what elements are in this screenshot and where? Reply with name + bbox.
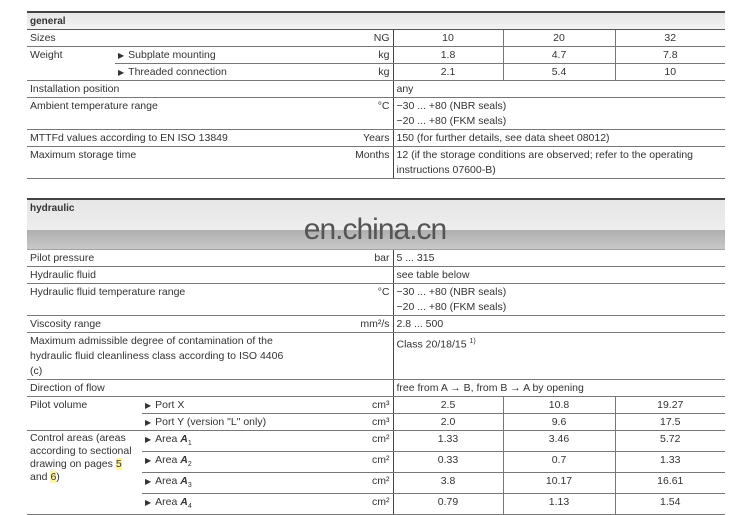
value: 10 <box>615 64 725 81</box>
row-label: Hydraulic fluid temperature range <box>27 284 327 316</box>
value <box>393 284 725 316</box>
table-row <box>27 267 725 284</box>
bullet-icon: ▶ <box>145 477 152 487</box>
value: 10 <box>393 30 503 47</box>
row-label: Maximum storage time <box>27 147 327 179</box>
value: 12 (if the storage conditions are observed; refer to the operating instructions 07600-B) <box>393 147 725 179</box>
table-row <box>27 98 725 130</box>
unit: cm³ <box>327 414 393 431</box>
sub-label <box>142 431 327 452</box>
value: 4.7 <box>503 47 615 64</box>
bullet-icon: ▶ <box>145 456 152 466</box>
value: 10.8 <box>503 397 615 414</box>
unit <box>327 81 393 98</box>
value: 3.8 <box>393 473 503 494</box>
row-label: Sizes <box>27 30 327 47</box>
unit: bar <box>327 250 393 267</box>
table-row <box>27 81 725 98</box>
value: 2.5 <box>393 397 503 414</box>
value: 0.79 <box>393 494 503 515</box>
table-row <box>27 47 725 64</box>
table-row <box>27 431 725 452</box>
unit: Years <box>327 130 393 147</box>
footnote-marker: 1) <box>469 338 476 345</box>
value <box>393 98 725 130</box>
value-text: Class 20/18/15 <box>396 338 467 351</box>
unit: cm³ <box>327 397 393 414</box>
sub-label <box>142 452 327 473</box>
subscript: 4 <box>187 503 192 511</box>
subscript: 1 <box>187 440 192 448</box>
value: 5.72 <box>615 431 725 452</box>
value: 3.46 <box>503 431 615 452</box>
unit: °C <box>327 98 393 130</box>
page-link[interactable]: 5 <box>115 458 122 470</box>
row-label: Hydraulic fluid <box>27 267 327 284</box>
value: 2.1 <box>393 64 503 81</box>
value: 0.7 <box>503 452 615 473</box>
symbol: A <box>180 454 188 467</box>
unit <box>327 267 393 284</box>
bullet-icon: ▶ <box>118 68 125 77</box>
value: 1.33 <box>393 431 503 452</box>
table-row <box>27 147 725 179</box>
value: 0.33 <box>393 452 503 473</box>
row-label: Ambient temperature range <box>27 98 327 130</box>
sub-label <box>115 47 327 64</box>
unit: Months <box>327 147 393 179</box>
sub-label-text: Subplate mounting <box>128 49 216 61</box>
unit: cm² <box>327 494 393 515</box>
unit: kg <box>327 47 393 64</box>
row-label: Pilot pressure <box>27 250 327 267</box>
subscript: 2 <box>187 461 192 469</box>
value: 9.6 <box>503 414 615 431</box>
value: 7.8 <box>615 47 725 64</box>
unit: cm² <box>327 431 393 452</box>
value: free from A → B, from B → A by opening <box>393 380 725 397</box>
bullet-icon: ▶ <box>145 418 152 427</box>
page-link[interactable]: 6 <box>50 471 57 483</box>
table-row <box>27 64 725 81</box>
bullet-icon: ▶ <box>145 498 152 508</box>
row-label: Pilot volume <box>27 397 142 431</box>
sub-label-text: Area <box>155 433 178 445</box>
subscript: 3 <box>187 482 192 490</box>
sub-label-text: Threaded connection <box>128 66 227 78</box>
value: 1.54 <box>615 494 725 515</box>
row-label: Direction of flow <box>27 380 327 397</box>
value: 5 ... 315 <box>393 250 725 267</box>
table-row <box>27 397 725 414</box>
section-title-hydraulic: hydraulic <box>27 199 725 250</box>
sub-label <box>142 494 327 515</box>
value: 20 <box>503 30 615 47</box>
unit: mm²/s <box>327 316 393 333</box>
value: 16.61 <box>615 473 725 494</box>
value: 32 <box>615 30 725 47</box>
sub-label <box>142 473 327 494</box>
table-row <box>27 30 725 47</box>
bullet-icon: ▶ <box>145 401 152 410</box>
unit: NG <box>327 30 393 47</box>
bullet-icon: ▶ <box>118 51 125 60</box>
sub-label-text: Port X <box>155 399 185 411</box>
value: 5.4 <box>503 64 615 81</box>
value: 17.5 <box>615 414 725 431</box>
table-row <box>27 333 725 380</box>
row-label: Weight <box>27 47 115 81</box>
table-row <box>27 380 725 397</box>
sub-label-text: Area <box>155 454 178 467</box>
label-text: ) <box>56 471 60 483</box>
row-label <box>27 431 142 515</box>
row-label: MTTFd values according to EN ISO 13849 <box>27 130 327 147</box>
row-label: Viscosity range <box>27 316 327 333</box>
sub-label-text: Area <box>155 475 178 488</box>
row-label: Maximum admissible degree of contamination of the hydraulic fluid cleanliness class according to ISO 4406 (c) <box>27 333 327 380</box>
table-row <box>27 284 725 316</box>
value: 2.0 <box>393 414 503 431</box>
sub-label <box>115 64 327 81</box>
sub-label <box>142 414 327 431</box>
unit: cm² <box>327 473 393 494</box>
general-table <box>27 11 725 179</box>
value-line: −20 ... +80 (FKM seals) <box>396 301 507 313</box>
value: 150 (for further details, see data sheet 08012) <box>393 130 725 147</box>
value: 19.27 <box>615 397 725 414</box>
value-line: −20 ... +80 (FKM seals) <box>396 115 507 127</box>
unit <box>327 333 393 380</box>
unit: °C <box>327 284 393 316</box>
value <box>393 333 725 380</box>
table-row <box>27 316 725 333</box>
label-text: Control areas (areas according to sectional drawing on pages <box>30 432 132 470</box>
value: 1.33 <box>615 452 725 473</box>
table-row <box>27 250 725 267</box>
symbol: A <box>180 475 188 488</box>
watermark-text: en.china.cn <box>303 213 447 246</box>
value: any <box>393 81 725 98</box>
value: see table below <box>393 267 725 284</box>
table-row <box>27 130 725 147</box>
value: 1.8 <box>393 47 503 64</box>
section-title-general: general <box>27 12 725 30</box>
sub-label-text: Port Y (version "L" only) <box>155 416 267 428</box>
unit: kg <box>327 64 393 81</box>
value: 2.8 ... 500 <box>393 316 725 333</box>
value-line: −30 ... +80 (NBR seals) <box>396 100 507 112</box>
bullet-icon: ▶ <box>145 435 152 444</box>
unit <box>327 380 393 397</box>
sub-label <box>142 397 327 414</box>
unit: cm² <box>327 452 393 473</box>
symbol: A <box>180 496 188 509</box>
value: 10.17 <box>503 473 615 494</box>
symbol: A <box>180 433 188 445</box>
value-line: −30 ... +80 (NBR seals) <box>396 286 507 298</box>
sub-label-text: Area <box>155 496 178 509</box>
row-label: Installation position <box>27 81 327 98</box>
label-text: and <box>30 471 48 483</box>
value: 1.13 <box>503 494 615 515</box>
